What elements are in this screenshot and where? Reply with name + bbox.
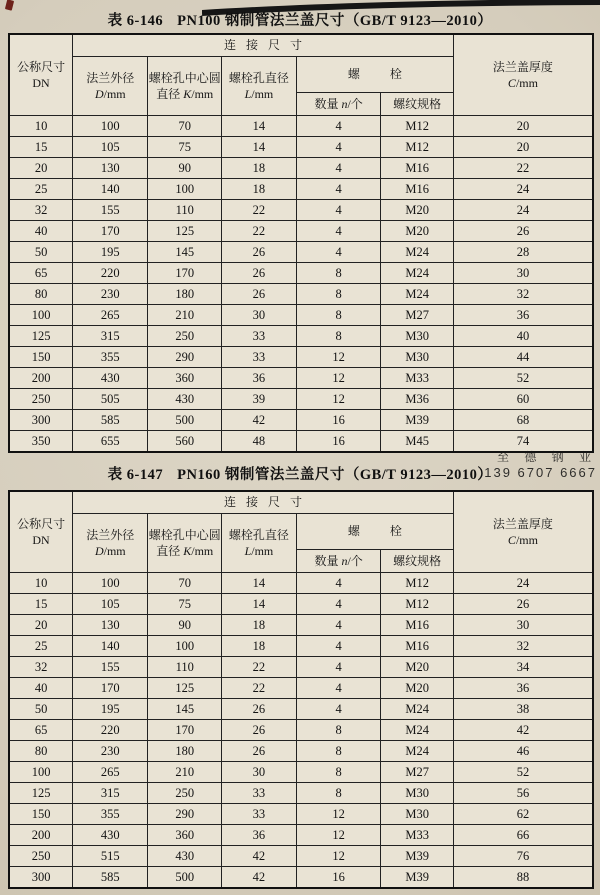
cell: 12 xyxy=(296,368,381,389)
table-row xyxy=(9,137,593,158)
cell: 42 xyxy=(222,867,297,889)
cell: 20 xyxy=(453,116,593,137)
cell: 70 xyxy=(148,573,222,594)
cell: 65 xyxy=(9,720,73,741)
cell: 8 xyxy=(296,326,381,347)
cell: 32 xyxy=(453,636,593,657)
cell: 100 xyxy=(73,116,148,137)
cell: 42 xyxy=(222,846,297,867)
header-line: DN xyxy=(32,76,50,90)
cell: 26 xyxy=(222,699,297,720)
table-row xyxy=(9,762,593,783)
cell: 34 xyxy=(453,657,593,678)
cell: 150 xyxy=(9,804,73,825)
cell: 68 xyxy=(453,410,593,431)
cell: 8 xyxy=(296,305,381,326)
table-row xyxy=(9,783,593,804)
cell: 24 xyxy=(453,200,593,221)
cell: 145 xyxy=(148,242,222,263)
cell: 24 xyxy=(453,179,593,200)
col-header-cover-thickness xyxy=(453,491,593,573)
cell: 155 xyxy=(73,657,148,678)
cell: 250 xyxy=(9,389,73,410)
cell: M30 xyxy=(381,783,453,804)
pn160-flange-dimensions-table xyxy=(8,490,594,889)
table-row xyxy=(9,221,593,242)
cell: 52 xyxy=(453,762,593,783)
cell: 16 xyxy=(296,431,381,453)
table-row xyxy=(9,179,593,200)
cell: 4 xyxy=(296,137,381,158)
cell: 18 xyxy=(222,179,297,200)
cell: M30 xyxy=(381,804,453,825)
cell: 655 xyxy=(73,431,148,453)
cell: 220 xyxy=(73,263,148,284)
pn100-table-body xyxy=(9,116,593,453)
cell: 8 xyxy=(296,762,381,783)
header-line: 公称尺寸 xyxy=(17,59,66,74)
cell: 100 xyxy=(148,179,222,200)
header-line: 法兰盖厚度 xyxy=(492,59,553,74)
cell: 110 xyxy=(148,200,222,221)
cell: 20 xyxy=(453,137,593,158)
cell: 26 xyxy=(453,594,593,615)
table-row xyxy=(9,636,593,657)
col-header-bolt-circle xyxy=(148,57,222,116)
cell: 180 xyxy=(148,284,222,305)
cell: 290 xyxy=(148,804,222,825)
cell: M16 xyxy=(381,615,453,636)
table-row xyxy=(9,699,593,720)
table-row xyxy=(9,389,593,410)
cell: 12 xyxy=(296,825,381,846)
table-row xyxy=(9,615,593,636)
col-header-nominal-size xyxy=(9,34,73,116)
header-line: DN xyxy=(32,533,50,547)
cell: 430 xyxy=(73,825,148,846)
header-line: 法兰盖厚度 xyxy=(492,516,553,531)
cell: M20 xyxy=(381,200,453,221)
cell: 36 xyxy=(453,305,593,326)
header-line: L/mm xyxy=(244,544,274,558)
cell: 32 xyxy=(9,200,73,221)
cell: 14 xyxy=(222,594,297,615)
cell: 30 xyxy=(222,762,297,783)
cell: 16 xyxy=(296,867,381,889)
cell: 4 xyxy=(296,242,381,263)
cell: 4 xyxy=(296,699,381,720)
cell: M20 xyxy=(381,221,453,242)
header-line: D/mm xyxy=(94,87,126,101)
cell: 4 xyxy=(296,116,381,137)
cell: 355 xyxy=(73,804,148,825)
header-line: 螺栓孔中心圆 xyxy=(148,70,221,85)
cell: 80 xyxy=(9,741,73,762)
cell: 32 xyxy=(453,284,593,305)
cell: M39 xyxy=(381,867,453,889)
cell: M12 xyxy=(381,573,453,594)
table-row xyxy=(9,284,593,305)
cell: 90 xyxy=(148,158,222,179)
cell: 105 xyxy=(73,137,148,158)
cell: 20 xyxy=(9,615,73,636)
cell: 80 xyxy=(9,284,73,305)
cell: 130 xyxy=(73,615,148,636)
cell: M16 xyxy=(381,179,453,200)
cell: 170 xyxy=(148,720,222,741)
cell: 33 xyxy=(222,783,297,804)
cell: M16 xyxy=(381,158,453,179)
table-row xyxy=(9,573,593,594)
cell: 360 xyxy=(148,368,222,389)
table-row xyxy=(9,305,593,326)
header-line: 直径 K/mm xyxy=(156,544,214,558)
cell: M36 xyxy=(381,389,453,410)
table-row xyxy=(9,720,593,741)
cell: 22 xyxy=(222,221,297,242)
vendor-name: 至 德 钢 业 xyxy=(496,450,597,464)
cell: 40 xyxy=(9,221,73,242)
cell: M16 xyxy=(381,636,453,657)
cell: 88 xyxy=(453,867,593,889)
cell: M27 xyxy=(381,305,453,326)
header-line: 法兰外径 xyxy=(86,70,135,85)
cell: 50 xyxy=(9,699,73,720)
cell: 585 xyxy=(73,867,148,889)
cell: 170 xyxy=(148,263,222,284)
cell: 4 xyxy=(296,657,381,678)
cell: 140 xyxy=(73,179,148,200)
cell: 4 xyxy=(296,636,381,657)
cell: 200 xyxy=(9,368,73,389)
cell: 300 xyxy=(9,410,73,431)
cell: 26 xyxy=(222,284,297,305)
header-line: 法兰外径 xyxy=(86,527,135,542)
cell: M24 xyxy=(381,699,453,720)
cell: 315 xyxy=(73,783,148,804)
cell: 16 xyxy=(296,410,381,431)
cell: M12 xyxy=(381,116,453,137)
cell: M12 xyxy=(381,137,453,158)
cell: 125 xyxy=(148,678,222,699)
cell: 195 xyxy=(73,242,148,263)
cell: 4 xyxy=(296,573,381,594)
pn160-table-body xyxy=(9,573,593,889)
cell: M24 xyxy=(381,720,453,741)
cell: 170 xyxy=(73,221,148,242)
cell: 40 xyxy=(9,678,73,699)
cell: 105 xyxy=(73,594,148,615)
cell: 26 xyxy=(222,263,297,284)
table-row xyxy=(9,594,593,615)
cell: M39 xyxy=(381,846,453,867)
cell: 14 xyxy=(222,573,297,594)
table-row xyxy=(9,741,593,762)
table-row xyxy=(9,326,593,347)
col-header-bolt-hole-dia xyxy=(222,514,297,573)
cell: 430 xyxy=(148,389,222,410)
cell: 46 xyxy=(453,741,593,762)
cell: 500 xyxy=(148,410,222,431)
cell: 100 xyxy=(73,573,148,594)
cell: 12 xyxy=(296,804,381,825)
table-row xyxy=(9,368,593,389)
cell: 350 xyxy=(9,431,73,453)
cell: 66 xyxy=(453,825,593,846)
cell: M33 xyxy=(381,825,453,846)
col-header-cover-thickness xyxy=(453,34,593,116)
cell: 26 xyxy=(453,221,593,242)
table-title: PN160 钢制管法兰盖尺寸（GB/T 9123—2010） xyxy=(177,467,493,483)
cell: 39 xyxy=(222,389,297,410)
cell: 33 xyxy=(222,804,297,825)
cell: 230 xyxy=(73,741,148,762)
table-row xyxy=(9,678,593,699)
cell: 100 xyxy=(9,762,73,783)
cell: 125 xyxy=(9,326,73,347)
cell: 14 xyxy=(222,116,297,137)
cell: 44 xyxy=(453,347,593,368)
cell: 360 xyxy=(148,825,222,846)
cell: M20 xyxy=(381,657,453,678)
col-header-bolt-group: 螺栓 xyxy=(296,57,453,93)
cell: M12 xyxy=(381,594,453,615)
cell: 250 xyxy=(9,846,73,867)
col-header-nominal-size xyxy=(9,491,73,573)
cell: 560 xyxy=(148,431,222,453)
cell: 290 xyxy=(148,347,222,368)
cell: 18 xyxy=(222,636,297,657)
cell: 36 xyxy=(222,825,297,846)
cell: M24 xyxy=(381,242,453,263)
cell: 48 xyxy=(222,431,297,453)
cell: 30 xyxy=(453,263,593,284)
table-row xyxy=(9,846,593,867)
table-row xyxy=(9,825,593,846)
cell: 26 xyxy=(222,720,297,741)
cell: M24 xyxy=(381,284,453,305)
cell: 90 xyxy=(148,615,222,636)
table-row xyxy=(9,158,593,179)
cell: M30 xyxy=(381,347,453,368)
cell: 200 xyxy=(9,825,73,846)
header-line: D/mm xyxy=(94,544,126,558)
col-header-connection-dims: 连接尺寸 xyxy=(73,34,454,57)
cell: 315 xyxy=(73,326,148,347)
cell: 62 xyxy=(453,804,593,825)
cell: 33 xyxy=(222,326,297,347)
col-header-bolt-group: 螺栓 xyxy=(296,514,453,550)
cell: 110 xyxy=(148,657,222,678)
cell: 12 xyxy=(296,389,381,410)
col-header-flange-od xyxy=(73,514,148,573)
cell: 210 xyxy=(148,305,222,326)
cell: 4 xyxy=(296,179,381,200)
cell: 25 xyxy=(9,636,73,657)
cell: 15 xyxy=(9,137,73,158)
cell: 430 xyxy=(73,368,148,389)
cell: 32 xyxy=(9,657,73,678)
cell: 8 xyxy=(296,783,381,804)
cell: 10 xyxy=(9,116,73,137)
pn100-flange-dimensions-table xyxy=(8,33,594,453)
cell: 4 xyxy=(296,615,381,636)
cell: M27 xyxy=(381,762,453,783)
cell: 140 xyxy=(73,636,148,657)
table-row xyxy=(9,347,593,368)
table-row xyxy=(9,431,593,453)
cell: 250 xyxy=(148,326,222,347)
cell: 8 xyxy=(296,263,381,284)
cell: 18 xyxy=(222,158,297,179)
cell: 30 xyxy=(453,615,593,636)
cell: 8 xyxy=(296,720,381,741)
cell: 125 xyxy=(9,783,73,804)
cell: 52 xyxy=(453,368,593,389)
cell: 25 xyxy=(9,179,73,200)
header-line: 螺栓孔直径 xyxy=(228,70,289,85)
cell: M24 xyxy=(381,741,453,762)
cell: 42 xyxy=(453,720,593,741)
cell: 12 xyxy=(296,347,381,368)
cell: 15 xyxy=(9,594,73,615)
cell: 195 xyxy=(73,699,148,720)
cell: 230 xyxy=(73,284,148,305)
cell: 75 xyxy=(148,137,222,158)
cell: 75 xyxy=(148,594,222,615)
cell: 22 xyxy=(222,678,297,699)
cell: 70 xyxy=(148,116,222,137)
col-header-thread-spec: 螺纹规格 xyxy=(381,550,453,573)
cell: 4 xyxy=(296,158,381,179)
col-header-connection-dims: 连接尺寸 xyxy=(73,491,454,514)
cell: 220 xyxy=(73,720,148,741)
cell: 4 xyxy=(296,221,381,242)
cell: 100 xyxy=(9,305,73,326)
header-line: L/mm xyxy=(244,87,274,101)
cell: M20 xyxy=(381,678,453,699)
header-line: C/mm xyxy=(507,76,538,90)
cell: 50 xyxy=(9,242,73,263)
cell: M24 xyxy=(381,263,453,284)
cell: 265 xyxy=(73,305,148,326)
cell: 42 xyxy=(222,410,297,431)
cell: 8 xyxy=(296,284,381,305)
cell: 505 xyxy=(73,389,148,410)
cell: 4 xyxy=(296,678,381,699)
cell: 20 xyxy=(9,158,73,179)
vendor-watermark xyxy=(484,450,597,481)
table-row xyxy=(9,116,593,137)
cell: 150 xyxy=(9,347,73,368)
table-row xyxy=(9,242,593,263)
header-line: 公称尺寸 xyxy=(17,516,66,531)
table-title: PN100 钢制管法兰盖尺寸（GB/T 9123—2010） xyxy=(177,13,493,29)
cell: 36 xyxy=(453,678,593,699)
cell: 265 xyxy=(73,762,148,783)
cell: 500 xyxy=(148,867,222,889)
cell: 125 xyxy=(148,221,222,242)
cell: 300 xyxy=(9,867,73,889)
table-caption-pn100 xyxy=(0,9,600,30)
cell: 60 xyxy=(453,389,593,410)
cell: 14 xyxy=(222,137,297,158)
header-line: 螺栓孔直径 xyxy=(228,527,289,542)
cell: 145 xyxy=(148,699,222,720)
col-header-bolt-hole-dia xyxy=(222,57,297,116)
table-row xyxy=(9,410,593,431)
cell: 22 xyxy=(453,158,593,179)
cell: 24 xyxy=(453,573,593,594)
cell: 26 xyxy=(222,741,297,762)
cell: 12 xyxy=(296,846,381,867)
cell: 10 xyxy=(9,573,73,594)
col-header-bolt-qty: 数量 n/个 xyxy=(296,550,381,573)
cell: M30 xyxy=(381,326,453,347)
cell: 36 xyxy=(222,368,297,389)
cell: 30 xyxy=(222,305,297,326)
table-number: 表 6-146 xyxy=(107,13,164,29)
cell: 33 xyxy=(222,347,297,368)
header-line: 螺栓孔中心圆 xyxy=(148,527,221,542)
cell: 56 xyxy=(453,783,593,804)
vendor-phone: 139 6707 6667 xyxy=(484,465,597,480)
table-row xyxy=(9,867,593,889)
cell: 38 xyxy=(453,699,593,720)
cell: 180 xyxy=(148,741,222,762)
cell: 40 xyxy=(453,326,593,347)
col-header-bolt-circle xyxy=(148,514,222,573)
cell: 4 xyxy=(296,594,381,615)
cell: 26 xyxy=(222,242,297,263)
col-header-thread-spec: 螺纹规格 xyxy=(381,93,453,116)
table-number: 表 6-147 xyxy=(107,467,164,483)
cell: 355 xyxy=(73,347,148,368)
cell: 22 xyxy=(222,200,297,221)
table-row xyxy=(9,200,593,221)
cell: M33 xyxy=(381,368,453,389)
cell: 4 xyxy=(296,200,381,221)
cell: 170 xyxy=(73,678,148,699)
cell: 155 xyxy=(73,200,148,221)
cell: 210 xyxy=(148,762,222,783)
table-row xyxy=(9,657,593,678)
cell: 515 xyxy=(73,846,148,867)
table-row xyxy=(9,804,593,825)
cell: 585 xyxy=(73,410,148,431)
cell: 100 xyxy=(148,636,222,657)
cell: 8 xyxy=(296,741,381,762)
header-line: 直径 K/mm xyxy=(156,87,214,101)
cell: 74 xyxy=(453,431,593,453)
col-header-flange-od xyxy=(73,57,148,116)
cell: 250 xyxy=(148,783,222,804)
table-row xyxy=(9,263,593,284)
cell: 65 xyxy=(9,263,73,284)
cell: M45 xyxy=(381,431,453,453)
col-header-bolt-qty: 数量 n/个 xyxy=(296,93,381,116)
cell: 22 xyxy=(222,657,297,678)
header-line: C/mm xyxy=(507,533,538,547)
cell: M39 xyxy=(381,410,453,431)
cell: 28 xyxy=(453,242,593,263)
cell: 18 xyxy=(222,615,297,636)
cell: 76 xyxy=(453,846,593,867)
cell: 430 xyxy=(148,846,222,867)
cell: 130 xyxy=(73,158,148,179)
